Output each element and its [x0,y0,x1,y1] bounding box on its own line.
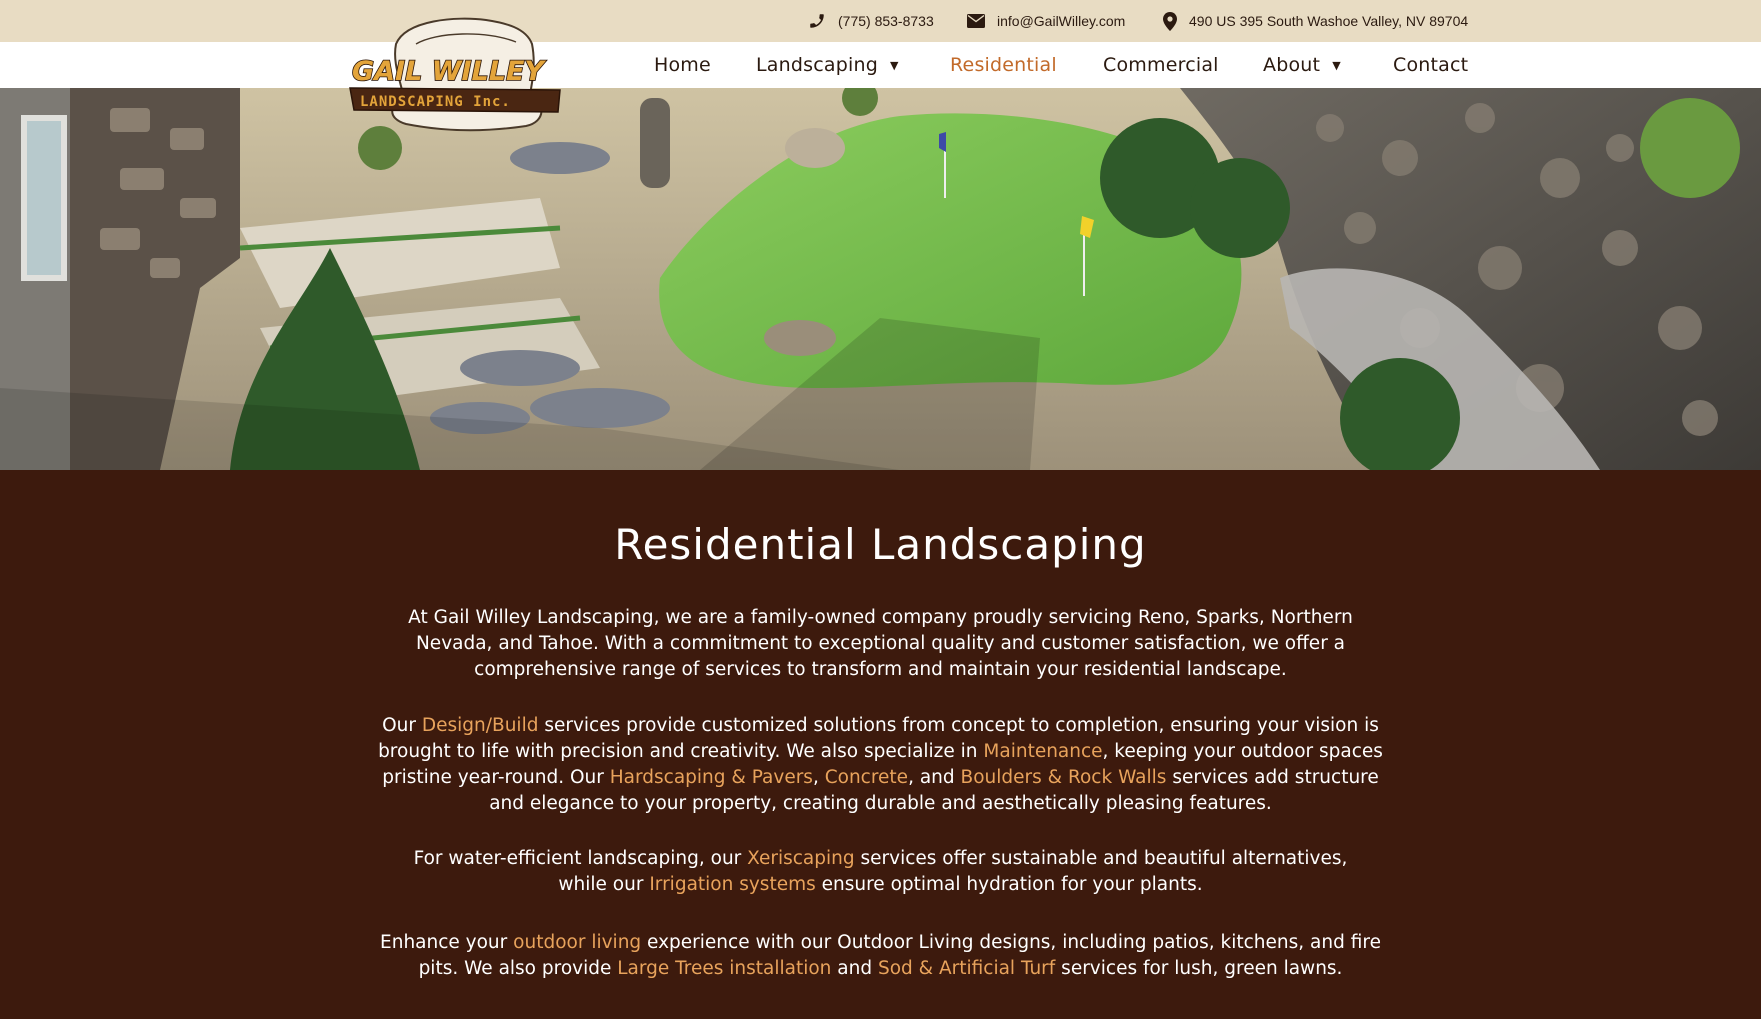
caret-down-icon: ▼ [1332,58,1341,72]
phone-number: (775) 853-8733 [838,13,934,29]
nav-residential[interactable] [950,42,1057,88]
link-irrigation-systems[interactable]: Irrigation systems [649,874,816,895]
street-address: 490 US 395 South Washoe Valley, NV 89704 [1189,13,1469,29]
top-contact-bar [0,0,1761,42]
hero-image [0,88,1761,470]
link-concrete[interactable]: Concrete [824,767,909,788]
nav-commercial-label: Commercial [1103,54,1219,76]
envelope-icon [967,14,985,28]
residential-content-section [0,470,1761,1019]
caret-down-icon: ▼ [889,58,899,72]
services-paragraph: Our Design/Build services provide customized solutions from concept to completion, ensuring your vision is brought to life with precision and creativity. We also specialize in Maintenance, keeping your outdoor spaces pristine year-round. Our Hardscaping & Pavers, Concrete, and Boulders & Rock Walls services add structure and elegance to your property, creating durable and aesthetically pleasing features. [378,715,1383,814]
phone-link[interactable] [808,0,934,42]
cowboy-hat-logo-graphic [346,14,566,132]
link-sod-artificial-turf[interactable]: Sod & Artificial Turf [877,958,1056,979]
main-nav [0,42,1761,88]
nav-home-label: Home [654,54,711,76]
email-address: info@GailWilley.com [997,13,1126,29]
logo-line2: LANDSCAPING Inc. [360,94,511,110]
nav-commercial[interactable] [1103,42,1219,88]
nav-contact[interactable] [1393,42,1468,88]
nav-contact-label: Contact [1393,54,1469,76]
logo-line1: GAIL WILLEY [352,56,544,87]
link-design-build[interactable]: Design/Build [421,715,539,736]
nav-residential-label: Residential [950,54,1057,76]
intro-paragraph: At Gail Willey Landscaping, we are a family-owned company proudly servicing Reno, Sparks, Northern Nevada, and Tahoe. With a commitment to exceptional quality and customer satisfaction, we offer a comprehensive range of services to transform and maintain your residential landscape. [408,607,1353,680]
link-hardscaping-pavers[interactable]: Hardscaping & Pavers [609,767,813,788]
link-outdoor-living[interactable]: outdoor living [513,932,642,953]
outdoor-living-paragraph: Enhance your outdoor living experience with our Outdoor Living designs, including patios, kitchens, and fire pits. We also provide Large Trees installation and Sod & Artificial Turf services for lush, green lawns. [380,932,1381,979]
link-large-trees[interactable]: Large Trees installation [617,958,832,979]
link-maintenance[interactable]: Maintenance [983,741,1103,762]
page-title: Residential Landscaping [614,520,1147,569]
link-xeriscaping[interactable]: Xeriscaping [747,848,855,869]
nav-home[interactable] [654,42,711,88]
logo[interactable] [346,14,566,132]
nav-about-label: About [1263,54,1321,76]
water-efficiency-paragraph: For water-efficient landscaping, our Xeriscaping services offer sustainable and beautiful alternatives, while our Irrigation systems ensure optimal hydration for your plants. [413,848,1348,895]
nav-landscaping[interactable] [756,42,899,88]
nav-landscaping-label: Landscaping [756,54,878,76]
address-link[interactable] [1163,0,1468,42]
map-pin-icon [1163,12,1177,31]
nav-about[interactable] [1263,42,1341,88]
phone-icon [808,12,826,30]
email-link[interactable] [967,0,1125,42]
link-boulders-rock-walls[interactable]: Boulders & Rock Walls [960,767,1167,788]
